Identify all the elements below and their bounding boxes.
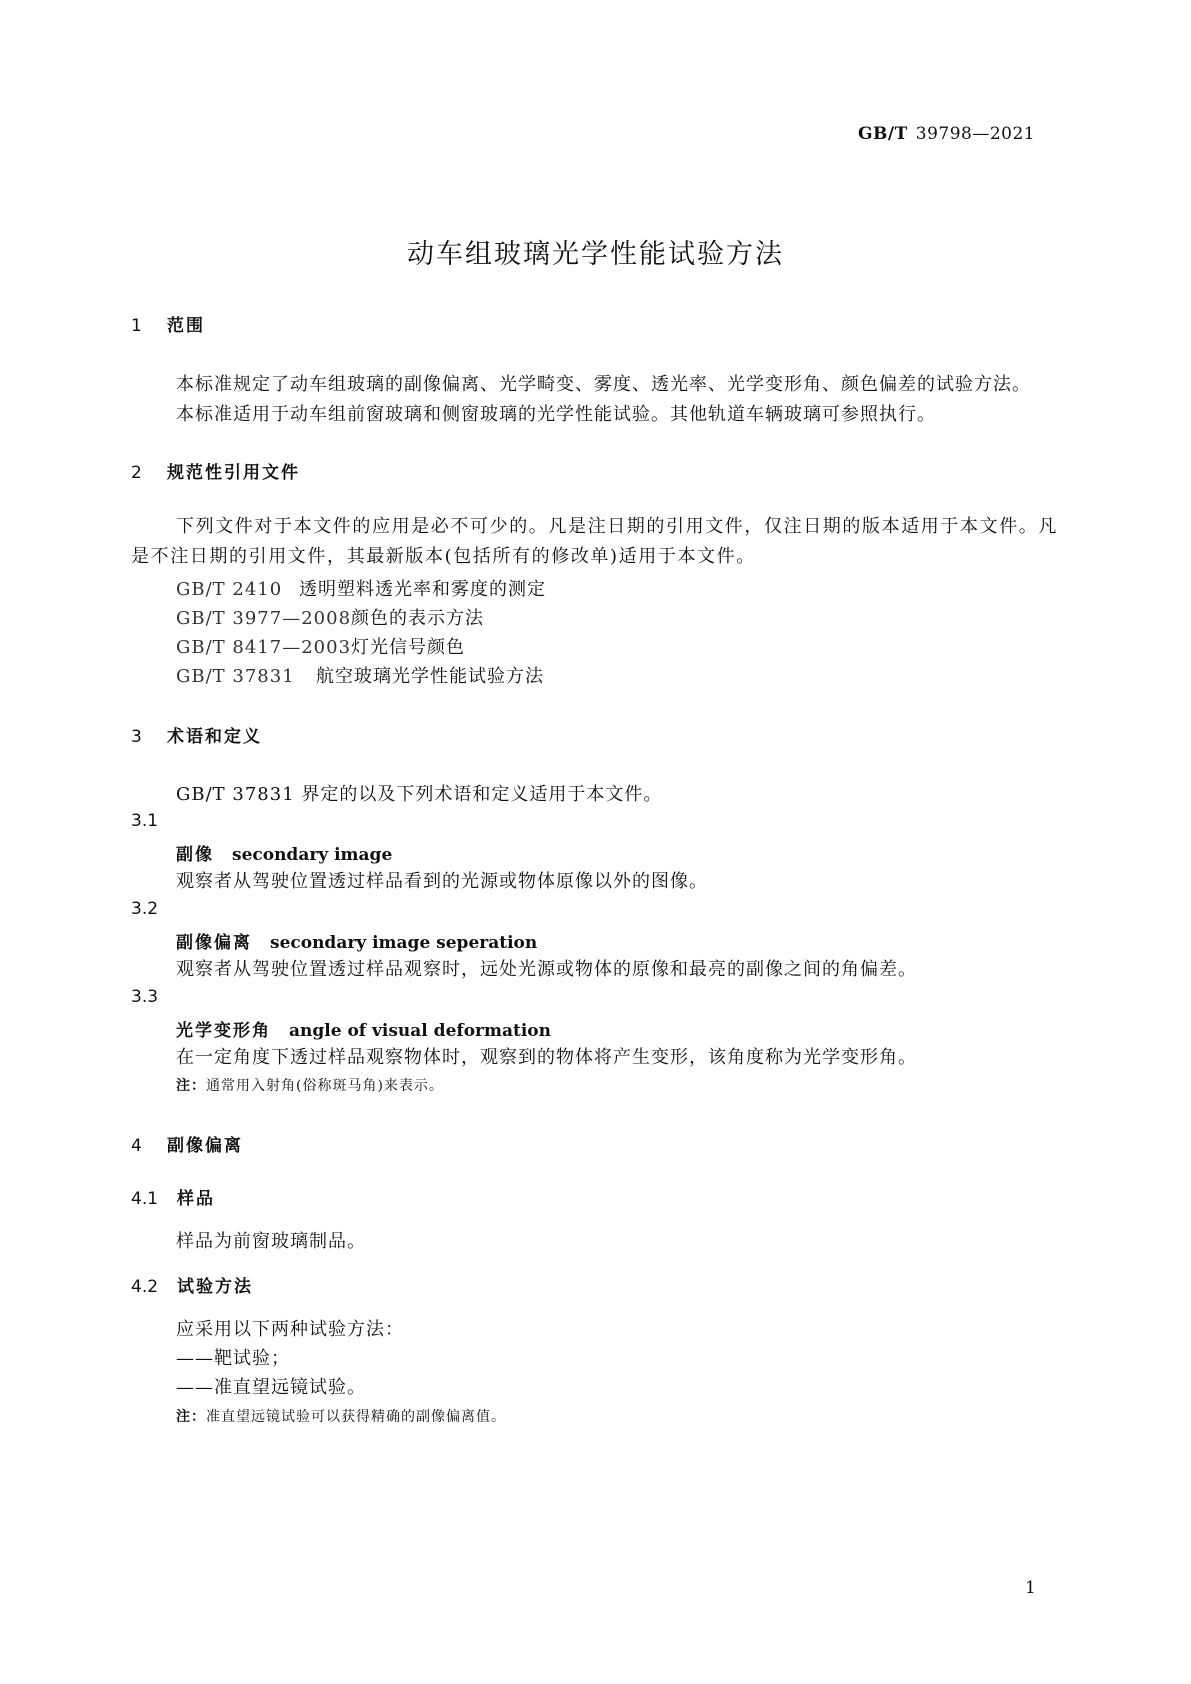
note-label: 注： bbox=[176, 1409, 206, 1425]
section-title: 副像偏离 bbox=[167, 1136, 243, 1156]
references-intro: 下列文件对于本文件的应用是必不可少的。凡是注日期的引用文件，仅注日期的版本适用于本文件。凡是不注日期的引用文件，其最新版本(包括所有的修改单)适用于本文件。 bbox=[131, 516, 1058, 567]
standard-code bbox=[858, 124, 1035, 144]
subsection-title: 试验方法 bbox=[177, 1277, 253, 1297]
reference-item bbox=[176, 633, 465, 659]
reference-title: 灯光信号颜色 bbox=[351, 637, 466, 658]
reference-code: GB/T 3977—2008 bbox=[176, 608, 352, 629]
standard-number: 39798—2021 bbox=[915, 124, 1036, 144]
section-1-heading bbox=[131, 311, 205, 336]
section-title: 规范性引用文件 bbox=[167, 463, 300, 483]
term-definition: 观察者从驾驶位置透过样品观察时，远处光源或物体的原像和最亮的副像之间的角偏差。 bbox=[176, 959, 917, 980]
scope-paragraph-2: 本标准适用于动车组前窗玻璃和侧窗玻璃的光学性能试验。其他轨道车辆玻璃可参照执行。 bbox=[176, 404, 936, 425]
reference-item bbox=[176, 662, 544, 688]
note-label: 注： bbox=[176, 1078, 206, 1094]
methods-intro: 应采用以下两种试验方法： bbox=[176, 1319, 404, 1340]
subsection-number: 4.1 bbox=[131, 1189, 159, 1209]
term-note bbox=[176, 1075, 444, 1095]
term-definition: 观察者从驾驶位置透过样品看到的光源或物体原像以外的图像。 bbox=[176, 871, 708, 892]
methods-note bbox=[176, 1406, 506, 1426]
reference-item bbox=[176, 604, 484, 630]
term-number: 3.3 bbox=[131, 987, 159, 1007]
section-number: 3 bbox=[131, 727, 142, 747]
reference-title: 颜色的表示方法 bbox=[351, 608, 485, 629]
reference-title: 航空玻璃光学性能试验方法 bbox=[316, 666, 544, 687]
term-number: 3.1 bbox=[131, 811, 159, 831]
reference-item bbox=[176, 575, 546, 601]
section-number: 2 bbox=[131, 463, 142, 483]
term-definition: 在一定角度下透过样品观察物体时，观察到的物体将产生变形，该角度称为光学变形角。 bbox=[176, 1047, 917, 1068]
method-item-target-test: ——靶试验； bbox=[176, 1348, 290, 1369]
section-title: 术语和定义 bbox=[167, 727, 262, 747]
sample-text: 样品为前窗玻璃制品。 bbox=[176, 1231, 366, 1252]
term-name bbox=[176, 1016, 551, 1041]
reference-code: GB/T 8417—2003 bbox=[176, 637, 352, 658]
section-4-heading bbox=[131, 1131, 243, 1156]
section-number: 1 bbox=[131, 316, 142, 336]
term-english: secondary image seperation bbox=[270, 933, 538, 953]
term-english: angle of visual deformation bbox=[289, 1021, 552, 1041]
subsection-title: 样品 bbox=[177, 1189, 215, 1209]
term-english: secondary image bbox=[232, 845, 393, 865]
term-name bbox=[176, 840, 392, 865]
section-3-heading bbox=[131, 722, 262, 747]
reference-code: GB/T 2410 bbox=[176, 579, 283, 600]
note-text: 准直望远镜试验可以获得精确的副像偏离值。 bbox=[206, 1409, 506, 1425]
section-title: 范围 bbox=[167, 316, 205, 336]
section-number: 4 bbox=[131, 1136, 142, 1156]
scope-paragraph-1: 本标准规定了动车组玻璃的副像偏离、光学畸变、雾度、透光率、光学变形角、颜色偏差的试验方法。 bbox=[176, 374, 1031, 395]
note-text: 通常用入射角(俗称斑马角)来表示。 bbox=[206, 1078, 444, 1094]
section-2-heading bbox=[131, 458, 300, 483]
term-number: 3.2 bbox=[131, 899, 159, 919]
terms-intro: GB/T 37831 界定的以及下列术语和定义适用于本文件。 bbox=[176, 784, 663, 805]
subsection-number: 4.2 bbox=[131, 1277, 159, 1297]
term-chinese: 副像 bbox=[176, 845, 214, 865]
method-item-collimator-test: ——准直望远镜试验。 bbox=[176, 1377, 366, 1398]
reference-code: GB/T 37831 bbox=[176, 666, 295, 687]
term-chinese: 光学变形角 bbox=[176, 1021, 271, 1041]
term-name bbox=[176, 928, 537, 953]
reference-title: 透明塑料透光率和雾度的测定 bbox=[299, 579, 546, 600]
section-4-2-heading bbox=[131, 1272, 253, 1297]
term-chinese: 副像偏离 bbox=[176, 933, 252, 953]
page-number: 1 bbox=[1025, 1578, 1036, 1598]
section-4-1-heading bbox=[131, 1184, 215, 1209]
standard-prefix: GB/T bbox=[858, 124, 908, 144]
document-title: 动车组玻璃光学性能试验方法 bbox=[407, 239, 784, 270]
